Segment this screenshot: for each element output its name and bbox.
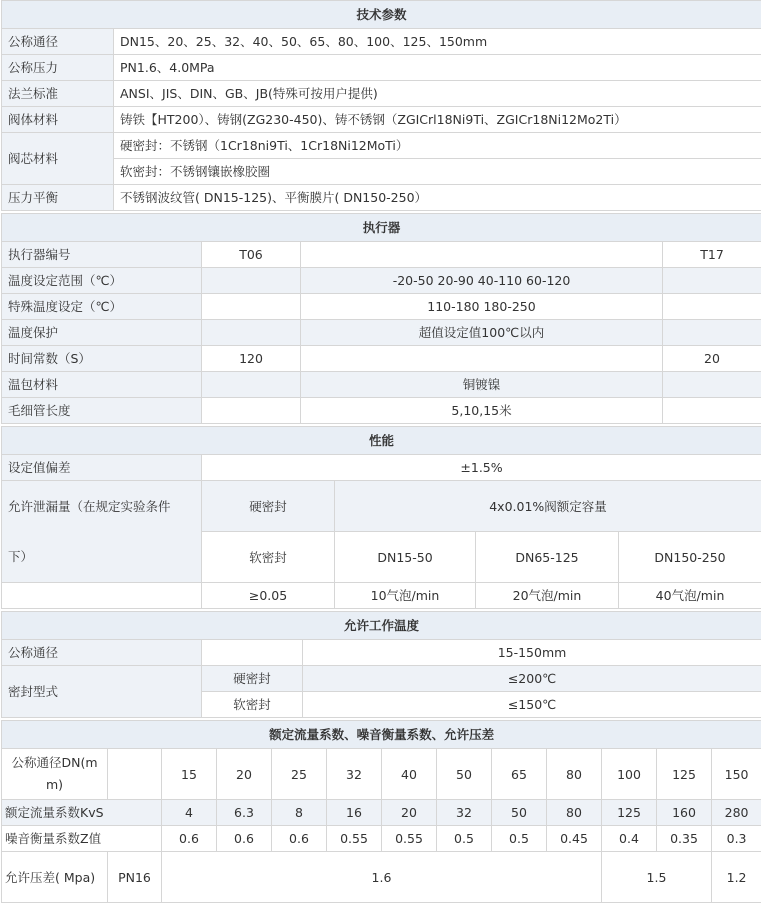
temperature-title: 允许工作温度 bbox=[2, 612, 761, 640]
z-value: 0.45 bbox=[547, 826, 602, 852]
hard-seal-value: 4x0.01%阀额定容量 bbox=[335, 481, 761, 532]
z-value: 0.6 bbox=[162, 826, 217, 852]
tech-label: 公称压力 bbox=[2, 55, 114, 81]
kvs-value: 160 bbox=[657, 800, 712, 826]
actuator-value: 超值设定值100℃以内 bbox=[301, 320, 663, 346]
flow-dn-value: 15 bbox=[162, 749, 217, 800]
soft-seal-temp: ≤150℃ bbox=[303, 692, 761, 718]
tech-table bbox=[1, 0, 761, 211]
z-value: 0.5 bbox=[437, 826, 492, 852]
kvs-value: 125 bbox=[602, 800, 657, 826]
tech-title: 技术参数 bbox=[2, 1, 761, 29]
flow-dn-label: 公称通径DN(m m) bbox=[2, 749, 108, 800]
deviation-label: 设定值偏差 bbox=[2, 455, 202, 481]
actuator-value: 110-180 180-250 bbox=[301, 294, 663, 320]
actuator-label: 温度设定范围（℃） bbox=[2, 268, 202, 294]
kvs-value: 4 bbox=[162, 800, 217, 826]
leak-label: 允许泄漏量（在规定实验条件 下） bbox=[2, 481, 202, 583]
flow-dn-value: 125 bbox=[657, 749, 712, 800]
actuator-title: 执行器 bbox=[2, 214, 761, 242]
actuator-table bbox=[1, 213, 761, 424]
soft-seal-label: 软密封 bbox=[202, 532, 335, 583]
flow-dn-value: 32 bbox=[327, 749, 382, 800]
kvs-value: 8 bbox=[272, 800, 327, 826]
actuator-label: 温度保护 bbox=[2, 320, 202, 346]
tech-label: 公称通径 bbox=[2, 29, 114, 55]
tech-value: DN15、20、25、32、40、50、65、80、100、125、150mm bbox=[114, 29, 761, 55]
actuator-label: 温包材料 bbox=[2, 372, 202, 398]
z-value: 0.3 bbox=[712, 826, 761, 852]
kvs-value: 80 bbox=[547, 800, 602, 826]
actuator-value: 120 bbox=[202, 346, 301, 372]
z-value: 0.55 bbox=[382, 826, 437, 852]
dp-value: 1.6 bbox=[162, 852, 602, 903]
soft-seal-label: 软密封 bbox=[202, 692, 303, 718]
kvs-value: 280 bbox=[712, 800, 761, 826]
actuator-value: -20-50 20-90 40-110 60-120 bbox=[301, 268, 663, 294]
temp-dn-label: 公称通径 bbox=[2, 640, 202, 666]
actuator-value: 铜镀镍 bbox=[301, 372, 663, 398]
actuator-label: 毛细管长度 bbox=[2, 398, 202, 424]
kvs-value: 16 bbox=[327, 800, 382, 826]
dn-range: DN150-250 bbox=[619, 532, 761, 583]
bubble-rate: 10气泡/min bbox=[335, 583, 476, 609]
actuator-label: 特殊温度设定（℃） bbox=[2, 294, 202, 320]
flow-dn-value: 100 bbox=[602, 749, 657, 800]
hard-seal-label: 硬密封 bbox=[202, 666, 303, 692]
tech-label: 压力平衡 bbox=[2, 185, 114, 211]
kvs-value: 50 bbox=[492, 800, 547, 826]
actuator-value: T17 bbox=[663, 242, 761, 268]
seal-type-label: 密封型式 bbox=[2, 666, 202, 718]
kvs-value: 32 bbox=[437, 800, 492, 826]
flow-dn-value: 25 bbox=[272, 749, 327, 800]
kvs-value: 20 bbox=[382, 800, 437, 826]
actuator-label: 时间常数（S） bbox=[2, 346, 202, 372]
dn-range: DN15-50 bbox=[335, 532, 476, 583]
actuator-label: 执行器编号 bbox=[2, 242, 202, 268]
actuator-value: T06 bbox=[202, 242, 301, 268]
flow-table bbox=[1, 720, 761, 903]
hard-seal-temp: ≤200℃ bbox=[303, 666, 761, 692]
z-label: 噪音衡量系数Z值 bbox=[2, 826, 162, 852]
performance-title: 性能 bbox=[2, 427, 761, 455]
flow-dn-value: 50 bbox=[437, 749, 492, 800]
temp-dn-value: 15-150mm bbox=[303, 640, 761, 666]
tech-value: ANSI、JIS、DIN、GB、JB(特殊可按用户提供) bbox=[114, 81, 761, 107]
tech-label: 阀体材料 bbox=[2, 107, 114, 133]
dn-range: DN65-125 bbox=[476, 532, 619, 583]
flow-title: 额定流量系数、噪音衡量系数、允许压差 bbox=[2, 721, 761, 749]
soft-seal-value: ≥0.05 bbox=[202, 583, 335, 609]
z-value: 0.4 bbox=[602, 826, 657, 852]
tech-value: 硬密封：不锈钢（1Cr18ni9Ti、1Cr18Ni12MoTi） bbox=[114, 133, 761, 159]
flow-dn-value: 20 bbox=[217, 749, 272, 800]
tech-value: 软密封：不锈钢镶嵌橡胶圈 bbox=[114, 159, 761, 185]
hard-seal-label: 硬密封 bbox=[202, 481, 335, 532]
bubble-rate: 40气泡/min bbox=[619, 583, 761, 609]
tech-label: 阀芯材料 bbox=[2, 133, 114, 185]
dp-value: 1.5 bbox=[602, 852, 712, 903]
tech-value: 铸铁【HT200）、铸钢(ZG230-450)、铸不锈钢（ZGICrl18Ni9Ti、ZGICr18Ni12Mo2Ti） bbox=[114, 107, 761, 133]
kvs-value: 6.3 bbox=[217, 800, 272, 826]
z-value: 0.5 bbox=[492, 826, 547, 852]
performance-table bbox=[1, 426, 761, 609]
tech-label: 法兰标准 bbox=[2, 81, 114, 107]
flow-dn-value: 150 bbox=[712, 749, 761, 800]
dp-label: 允许压差( Mpa) bbox=[2, 852, 108, 903]
tech-value: 不锈钢波纹管( DN15-125)、平衡膜片( DN150-250） bbox=[114, 185, 761, 211]
z-value: 0.6 bbox=[217, 826, 272, 852]
bubble-rate: 20气泡/min bbox=[476, 583, 619, 609]
z-value: 0.55 bbox=[327, 826, 382, 852]
tech-value: PN1.6、4.0MPa bbox=[114, 55, 761, 81]
flow-dn-value: 40 bbox=[382, 749, 437, 800]
actuator-value: 5,10,15米 bbox=[301, 398, 663, 424]
temperature-table bbox=[1, 611, 761, 718]
dp-value: 1.2 bbox=[712, 852, 761, 903]
flow-dn-value: 80 bbox=[547, 749, 602, 800]
kvs-label: 额定流量系数KvS bbox=[2, 800, 162, 826]
pn-label: PN16 bbox=[108, 852, 162, 903]
deviation-value: ±1.5% bbox=[202, 455, 761, 481]
actuator-value: 20 bbox=[663, 346, 761, 372]
flow-dn-value: 65 bbox=[492, 749, 547, 800]
z-value: 0.6 bbox=[272, 826, 327, 852]
z-value: 0.35 bbox=[657, 826, 712, 852]
